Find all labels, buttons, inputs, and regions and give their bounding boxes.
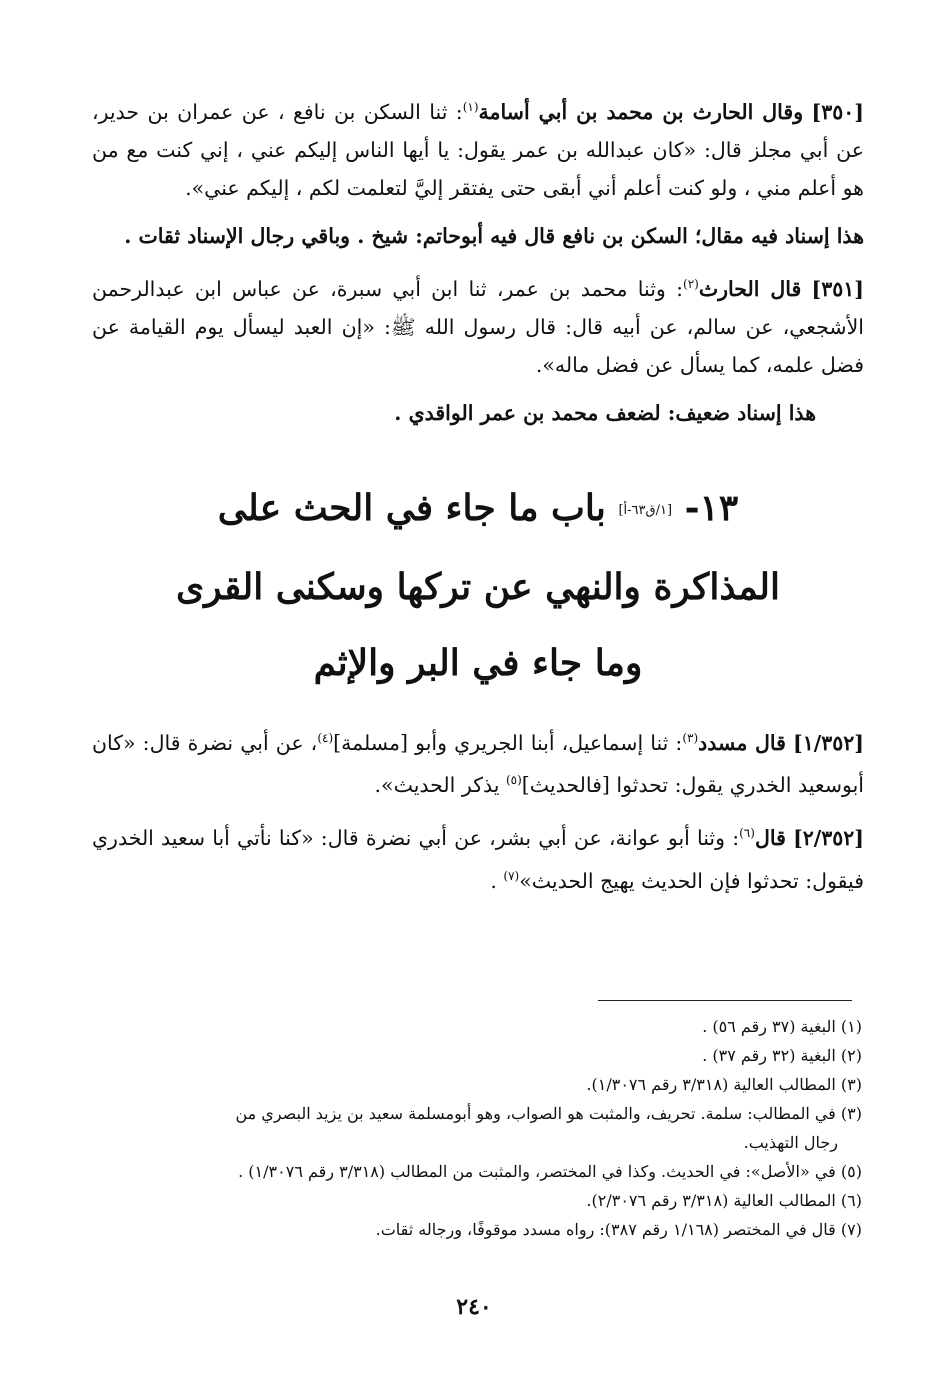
manuscript-ref: [١/ق٦٣-أ] — [618, 502, 673, 518]
isnad-grade-351: هذا إسناد ضعيف: لضعف محمد بن عمر الواقدي . — [394, 400, 816, 425]
chapter-line-1 — [92, 470, 864, 549]
hadith-text: : ثنا السكن بن نافع ، عن عمران بن حدير، عن أبي مجلز قال: «كان عبدالله بن عمر يقول: يا أيها الناس إليكم عني ، إني كنت مع من هو أعلم مني ، ولو كنت أعلم أني أبقى حتى يفتقر إليَّ لتعلمت لكم ، إليكم عني». — [92, 99, 864, 200]
footnote-ref[interactable]: (٥) — [505, 773, 522, 788]
chapter-line-2: المذاكرة والنهي عن تركها وسكنى القرى — [175, 565, 781, 608]
footnote-ref[interactable]: (٣) — [682, 730, 699, 745]
footnote-ref[interactable]: (٤) — [317, 730, 334, 745]
footnote-item: (٦) المطالب العالية (٣/٣١٨ رقم ٢/٣٠٧٦). — [586, 1191, 862, 1210]
chapter-line-3: وما جاء في البر والإثم — [313, 641, 643, 684]
footnote-item-continuation: رجال التهذيب. — [743, 1133, 838, 1152]
footnote-item: (٥) في «الأصل»: في الحديث. وكذا في المختصر، والمثبت من المطالب (٣/٣١٨ رقم ١/٣٠٧٦) . — [238, 1162, 862, 1181]
chapter-title-1: باب ما جاء في الحث على — [217, 486, 606, 529]
hadith-text: : وثنا أبو عوانة، عن أبي بشر، عن أبي نضرة قال: «كنا نأتي أبا سعيد الخدري فيقول: تحدثوا فإن الحديث يهيج الحديث» — [92, 826, 864, 893]
hadith-351 — [92, 265, 864, 384]
chapter-number: ١٣- — [684, 486, 739, 529]
chapter-heading — [92, 470, 864, 701]
hadith-352-2 — [92, 814, 864, 900]
narrator-lead: قال — [754, 826, 786, 851]
footnote-ref[interactable]: (٧) — [503, 869, 520, 884]
isnad-grade-350: هذا إسناد فيه مقال؛ السكن بن نافع قال فيه أبوحاتم: شيخ . وباقي رجال الإسناد ثقات . — [124, 223, 864, 248]
page-body — [92, 88, 864, 910]
hadith-number: [١/٣٥٢] — [793, 730, 864, 755]
footnote-ref[interactable]: (١) — [462, 100, 479, 114]
footnote-separator — [598, 1000, 852, 1001]
hadith-text: ، عن أبي نضرة قال: «كان أبوسعيد الخدري يقول: تحدثوا [فالحديث] — [92, 730, 864, 798]
footnote-item: (٧) قال في المختصر (١/١٦٨ رقم ٣٨٧): رواه مسدد موقوفًا، ورجاله ثقات. — [375, 1220, 862, 1239]
footnotes — [92, 1012, 862, 1244]
narrator-lead: قال الحارث — [698, 276, 802, 301]
footnote-item: (٣) المطالب العالية (٣/٣١٨ رقم ١/٣٠٧٦). — [586, 1075, 862, 1094]
footnote-ref[interactable]: (٦) — [739, 826, 755, 841]
footnote-item: (٢) البغية (٣٢ رقم ٣٧) . — [702, 1046, 862, 1065]
hadith-number: [٣٥١] — [811, 276, 864, 301]
hadith-text: يذكر الحديث». — [374, 773, 506, 798]
hadith-352-1 — [92, 719, 864, 805]
footnote-item: (٣) في المطالب: سلمة. تحريف، والمثبت هو الصواب، وهو أبومسلمة سعيد بن يزيد البصري من — [235, 1104, 862, 1123]
footnote-item: (١) البغية (٣٧ رقم ٥٦) . — [702, 1017, 862, 1036]
hadith-350 — [92, 88, 864, 207]
hadith-number: [٣٥٠] — [811, 99, 864, 124]
footnote-ref[interactable]: (٢) — [683, 276, 699, 291]
hadith-text: : وثنا محمد بن عمر، ثنا ابن أبي سبرة، عن عباس ابن عبدالرحمن الأشجعي، عن سالم، عن أبيه قال: قال رسول الله ﷺ: «إن العبد ليسأل يوم القيامة عن فضل علمه، كما يسأل عن فضل ماله». — [92, 276, 864, 377]
page-number: ٢٤٠ — [456, 1294, 492, 1320]
narrator-lead: وقال الحارث بن محمد بن أبي أسامة — [478, 99, 804, 124]
narrator-lead: قال مسدد — [698, 730, 786, 755]
hadith-text: : ثنا إسماعيل، أبنا الجريري وأبو [مسلمة] — [333, 730, 683, 755]
hadith-number: [٢/٣٥٢] — [793, 826, 864, 851]
hadith-text: . — [490, 868, 504, 893]
